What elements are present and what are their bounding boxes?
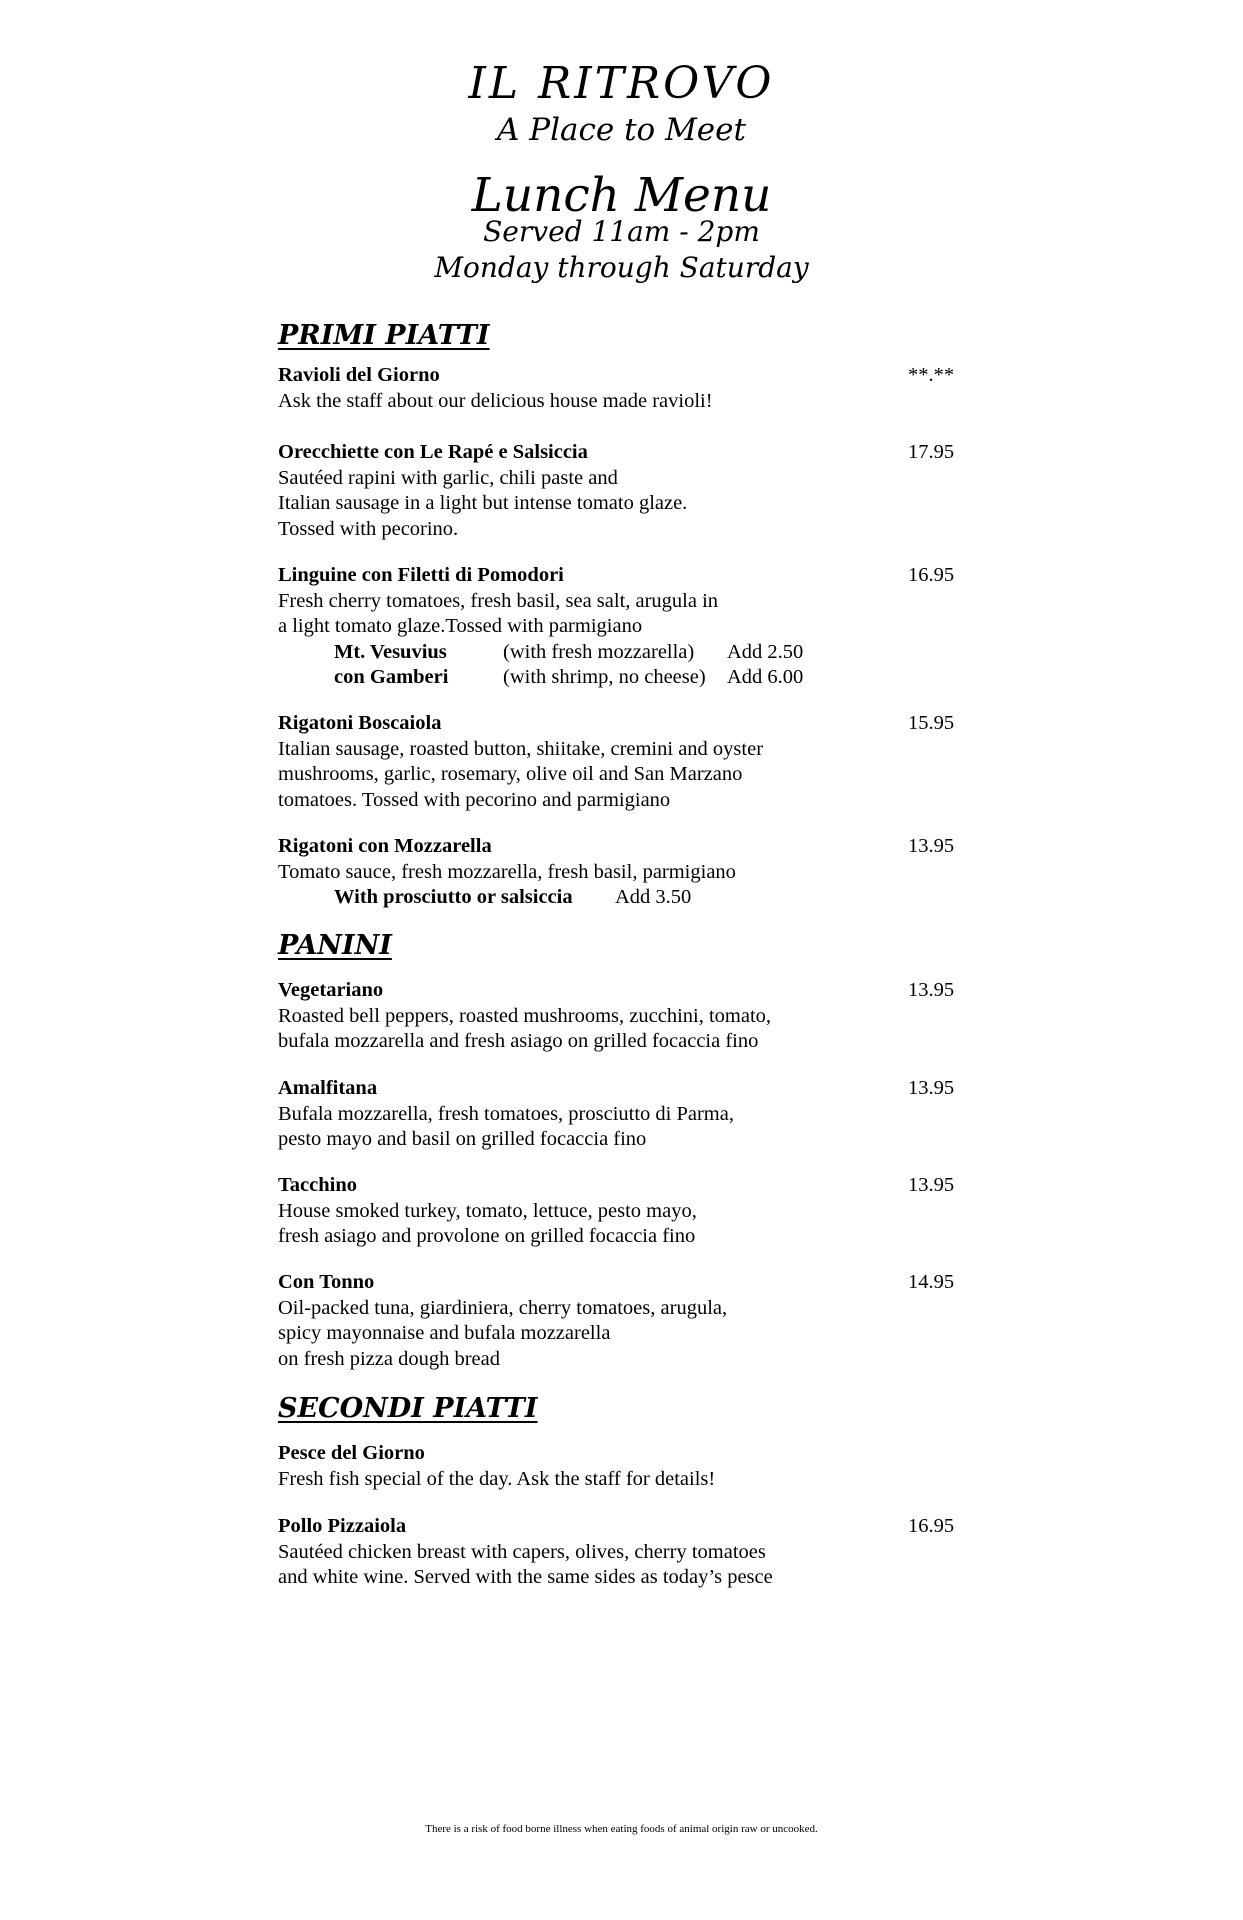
addon-option [278, 665, 958, 691]
restaurant-tagline: A Place to Meet [497, 112, 746, 148]
item-name: Amalfitana [278, 1077, 378, 1099]
menu-item [278, 1514, 958, 1591]
item-description: Bufala mozzarella, fresh tomatoes, prosciutto di Parma, [278, 1102, 734, 1125]
item-description: fresh asiago and provolone on grilled focaccia fino [278, 1225, 696, 1247]
section-heading-primi: PRIMI PIATTI [278, 320, 490, 351]
menu-item [278, 1076, 958, 1153]
menu-item [278, 711, 958, 813]
menu-item [278, 440, 958, 542]
item-price: 17.95 [908, 441, 955, 463]
serving-hours: Served 11am - 2pm [483, 215, 760, 248]
addon-option [278, 640, 958, 666]
item-description: Sautéed rapini with garlic, chili paste and [278, 466, 618, 489]
item-name: Con Tonno [278, 1271, 375, 1293]
addon-price: Add 3.50 [615, 886, 692, 908]
restaurant-name: IL RITROVO [468, 58, 775, 109]
item-description: Fresh cherry tomatoes, fresh basil, sea salt, arugula in [278, 589, 719, 612]
item-name: Rigatoni con Mozzarella [278, 835, 492, 857]
item-price: 13.95 [908, 835, 955, 857]
item-name: Tacchino [278, 1174, 357, 1196]
item-name: Linguine con Filetti di Pomodori [278, 564, 564, 586]
item-price: 14.95 [908, 1271, 955, 1293]
item-description: Tossed with pecorino. [278, 517, 459, 540]
item-description: tomatoes. Tossed with pecorino and parmigiano [278, 788, 671, 811]
menu-title: Lunch Menu [471, 168, 772, 223]
section-heading-secondi: SECONDI PIATTI [278, 1393, 538, 1424]
item-description: bufala mozzarella and fresh asiago on grilled focaccia fino [278, 1030, 759, 1052]
item-description: pesto mayo and basil on grilled focaccia fino [278, 1128, 647, 1150]
item-description: a light tomato glaze.Tossed with parmigiano [278, 615, 643, 637]
item-description: Fresh fish special of the day. Ask the staff for details! [278, 1467, 716, 1490]
menu-item [278, 363, 958, 414]
item-description: Tomato sauce, fresh mozzarella, fresh basil, parmigiano [278, 860, 736, 883]
item-price: 15.95 [908, 712, 955, 734]
item-price: 16.95 [908, 564, 955, 586]
menu-item [278, 1173, 958, 1250]
item-description: mushrooms, garlic, rosemary, olive oil and San Marzano [278, 763, 743, 785]
item-description: Oil-packed tuna, giardiniera, cherry tomatoes, arugula, [278, 1296, 728, 1319]
item-description: Ask the staff about our delicious house made ravioli! [278, 389, 713, 412]
food-safety-disclaimer: There is a risk of food borne illness when eating foods of animal origin raw or uncooked. [425, 1823, 818, 1835]
item-description: Italian sausage in a light but intense tomato glaze. [278, 492, 688, 514]
addon-note: (with fresh mozzarella) [503, 640, 695, 663]
section-heading-panini: PANINI [278, 930, 392, 961]
item-name: Pollo Pizzaiola [278, 1515, 407, 1537]
menu-item [278, 978, 958, 1055]
item-name: Ravioli del Giorno [278, 364, 440, 386]
item-description: Roasted bell peppers, roasted mushrooms, zucchini, tomato, [278, 1004, 772, 1027]
addon-price: Add 6.00 [727, 666, 804, 688]
addon-name: With prosciutto or salsiccia [334, 886, 573, 908]
menu-item [278, 1270, 958, 1372]
item-name: Pesce del Giorno [278, 1442, 425, 1464]
item-description: on fresh pizza dough bread [278, 1347, 500, 1370]
addon-name: Mt. Vesuvius [334, 640, 447, 663]
item-description: and white wine. Served with the same sides as today’s pesce [278, 1566, 773, 1588]
addon-option [278, 885, 958, 911]
item-name: Vegetariano [278, 979, 384, 1001]
menu-item [278, 1441, 958, 1492]
item-description: House smoked turkey, tomato, lettuce, pesto mayo, [278, 1199, 697, 1222]
addon-name: con Gamberi [334, 666, 449, 688]
item-price: 13.95 [908, 1174, 955, 1196]
menu-item [278, 834, 958, 911]
item-description: spicy mayonnaise and bufala mozzarella [278, 1322, 611, 1344]
item-name: Rigatoni Boscaiola [278, 712, 442, 734]
addon-note: (with shrimp, no cheese) [503, 666, 706, 688]
addon-price: Add 2.50 [727, 640, 804, 663]
item-price: 16.95 [908, 1515, 955, 1537]
serving-days: Monday through Saturday [434, 251, 809, 284]
item-price: 13.95 [908, 979, 955, 1001]
item-description: Italian sausage, roasted button, shiitake, cremini and oyster [278, 737, 764, 760]
item-name: Orecchiette con Le Rapé e Salsiccia [278, 441, 588, 463]
item-description: Sautéed chicken breast with capers, olives, cherry tomatoes [278, 1540, 766, 1563]
menu-item [278, 563, 958, 691]
item-price: 13.95 [908, 1077, 955, 1099]
item-price: **.** [908, 364, 955, 386]
